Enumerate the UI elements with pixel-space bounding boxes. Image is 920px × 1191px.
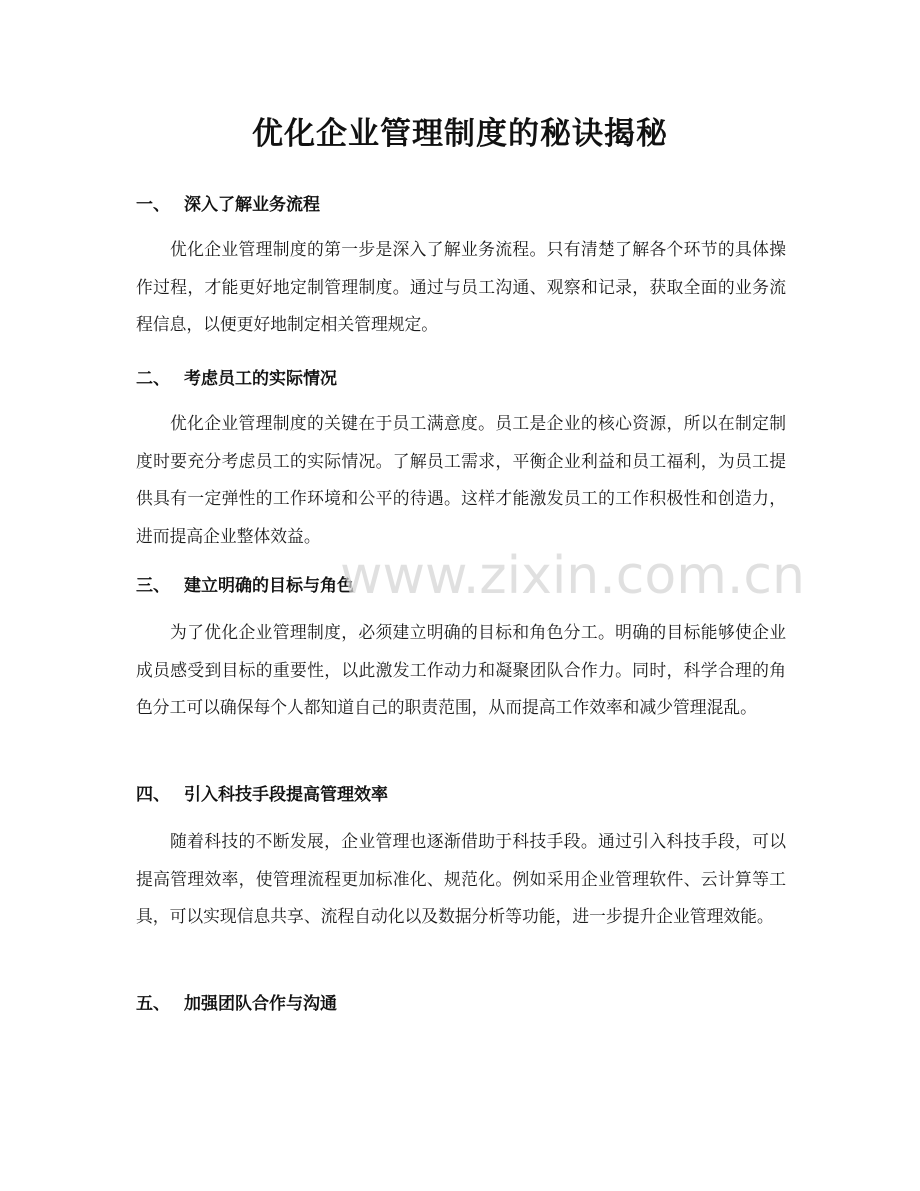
section-heading-3 xyxy=(136,571,354,596)
watermark: www.zixin.com.cn xyxy=(340,546,805,606)
section-heading-2 xyxy=(136,364,337,389)
section-number-2: 二、 xyxy=(136,369,170,389)
section-title-4: 引入科技手段提高管理效率 xyxy=(184,785,388,805)
section-heading-5 xyxy=(136,989,337,1014)
section-paragraph-2: 优化企业管理制度的关键在于员工满意度。员工是企业的核心资源，所以在制定制度时要充分考虑员工的实际情况。了解员工需求，平衡企业利益和员工福利，为员工提供具有一定弹性的工作环境和公平的待遇。这样才能激发员工的工作积极性和创造力，进而提高企业整体效益。 xyxy=(136,413,786,546)
section-paragraph-3: 为了优化企业管理制度，必须建立明确的目标和角色分工。明确的目标能够使企业成员感受到目标的重要性，以此激发工作动力和凝聚团队合作力。同时，科学合理的角色分工可以确保每个人都知道自己的职责范围，从而提高工作效率和减少管理混乱。 xyxy=(136,622,786,717)
section-heading-1 xyxy=(136,190,320,215)
section-title-1: 深入了解业务流程 xyxy=(184,195,320,215)
section-heading-4 xyxy=(136,780,388,805)
section-title-2: 考虑员工的实际情况 xyxy=(184,369,337,389)
document-title: 优化企业管理制度的秘诀揭秘 xyxy=(252,116,668,152)
section-number-3: 三、 xyxy=(136,576,170,596)
section-paragraph-1: 优化企业管理制度的第一步是深入了解业务流程。只有清楚了解各个环节的具体操作过程，才能更好地定制管理制度。通过与员工沟通、观察和记录，获取全面的业务流程信息，以便更好地制定相关管理规定。 xyxy=(136,239,786,334)
section-paragraph-4: 随着科技的不断发展，企业管理也逐渐借助于科技手段。通过引入科技手段，可以提高管理效率，使管理流程更加标准化、规范化。例如采用企业管理软件、云计算等工具，可以实现信息共享、流程自动化以及数据分析等功能，进一步提升企业管理效能。 xyxy=(136,831,786,926)
section-title-5: 加强团队合作与沟通 xyxy=(184,994,337,1014)
section-title-3: 建立明确的目标与角色 xyxy=(184,576,354,596)
section-number-5: 五、 xyxy=(136,994,170,1014)
section-number-4: 四、 xyxy=(136,785,170,805)
section-number-1: 一、 xyxy=(136,195,170,215)
